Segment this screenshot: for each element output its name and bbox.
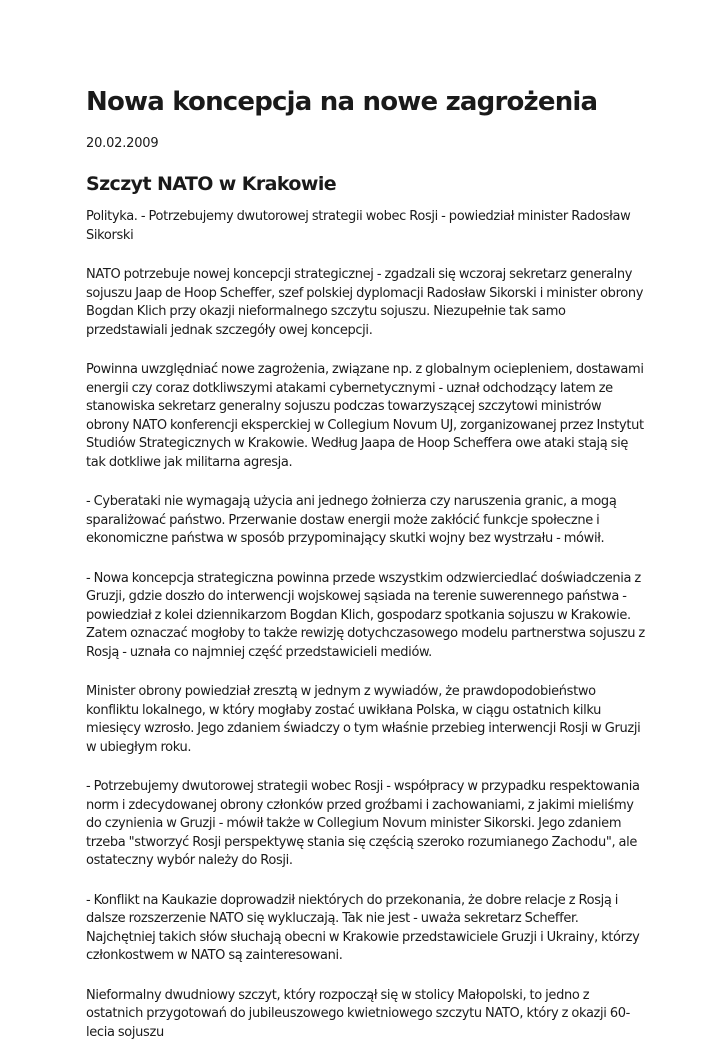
article-paragraph: - Nowa koncepcja strategiczna powinna przede wszystkim odzwierciedlać doświadczenia z Gruzji, gdzie doszło do interwencji wojskowej sąsiada na terenie suwerennego państwa - powiedział z kolei dziennikarzom Bogdan Klich, gospodarz spotkania sojuszu w Krakowie. Zatem oznaczać mogłoby to także rewizję dotychczasowego modelu partnerstwa sojuszu z Rosją - uznała co najmniej część przedstawicieli mediów.: [86, 570, 645, 660]
article-paragraph: Minister obrony powiedział zresztą w jednym z wywiadów, że prawdopodobieństwo konfliktu lokalnego, w który mogłaby zostać uwikłana Polska, w ciągu ostatnich kilku miesięcy wzrosło. Jego zdaniem świadczy o tym właśnie przebieg interwencji Rosji w Gruzji w ubiegłym roku.: [86, 684, 641, 755]
article-paragraph: - Cyberataki nie wymagają użycia ani jednego żołnierza czy naruszenia granic, a mogą sparaliżować państwo. Przerwanie dostaw energii może zakłócić funkcje społeczne i ekonomiczne państwa w sposób przypominający skutki wojny bez wystrzału - mówił.: [86, 494, 617, 546]
article-paragraph: Powinna uwzględniać nowe zagrożenia, związane np. z globalnym ociepleniem, dostawami energii czy coraz dotkliwszymi atakami cybernetycznymi - uznał odchodzący latem ze stanowiska sekretarz generalny sojuszu podczas towarzyszącej szczytowi ministrów obrony NATO konferencji eksperckiej w Collegium Novum UJ, zorganizowanej przez Instytut Studiów Strategicznych w Krakowie. Według Jaapa de Hoop Scheffera owe ataki stają się tak dotkliwe jak militarna agresja.: [86, 362, 644, 470]
article-body: [86, 208, 646, 1063]
article-paragraph: Nieformalny dwudniowy szczyt, który rozpoczął się w stolicy Małopolski, to jedno z ostatnich przygotowań do jubileuszowego kwietniowego szczytu NATO, który z okazji 60-lecia sojuszu: [86, 987, 631, 1040]
article-paragraph: - Potrzebujemy dwutorowej strategii wobec Rosji - współpracy w przypadku respektowania norm i zdecydowanej obrony członków przed groźbami i zachowaniami, z jakimi mieliśmy do czynienia w Gruzji - mówił także w Collegium Novum minister Sikorski. Jego zdaniem trzeba "stworzyć Rosji perspektywę stania się częścią szeroko rozumianego Zachodu", ale ostateczny wybór należy do Rosji.: [86, 779, 640, 868]
article-paragraph: NATO potrzebuje nowej koncepcji strategicznej - zgadzali się wczoraj sekretarz generalny sojuszu Jaap de Hoop Scheffer, szef polskiej dyplomacji Radosław Sikorski i minister obrony Bogdan Klich przy okazji nieformalnego szczytu sojuszu. Niezupełnie tak samo przedstawiali jednak szczegóły owej koncepcji.: [86, 267, 644, 338]
article-lead: Polityka. - Potrzebujemy dwutorowej strategii wobec Rosji - powiedział minister Radosław Sikorski: [86, 209, 631, 243]
article-paragraph: - Konflikt na Kaukazie doprowadził niektórych do przekonania, że dobre relacje z Rosją i dalsze rozszerzenie NATO się wykluczają. Tak nie jest - uważa sekretarz Scheffer. Najchętniej takich słów słuchają obecni w Krakowie przedstawiciele Gruzji i Ukrainy, którzy członkostwem w NATO są zainteresowani.: [86, 892, 640, 963]
article-subtitle: Szczyt NATO w Krakowie: [86, 173, 337, 195]
article-date: 20.02.2009: [86, 136, 159, 151]
article-title: Nowa koncepcja na nowe zagrożenia: [86, 87, 598, 117]
